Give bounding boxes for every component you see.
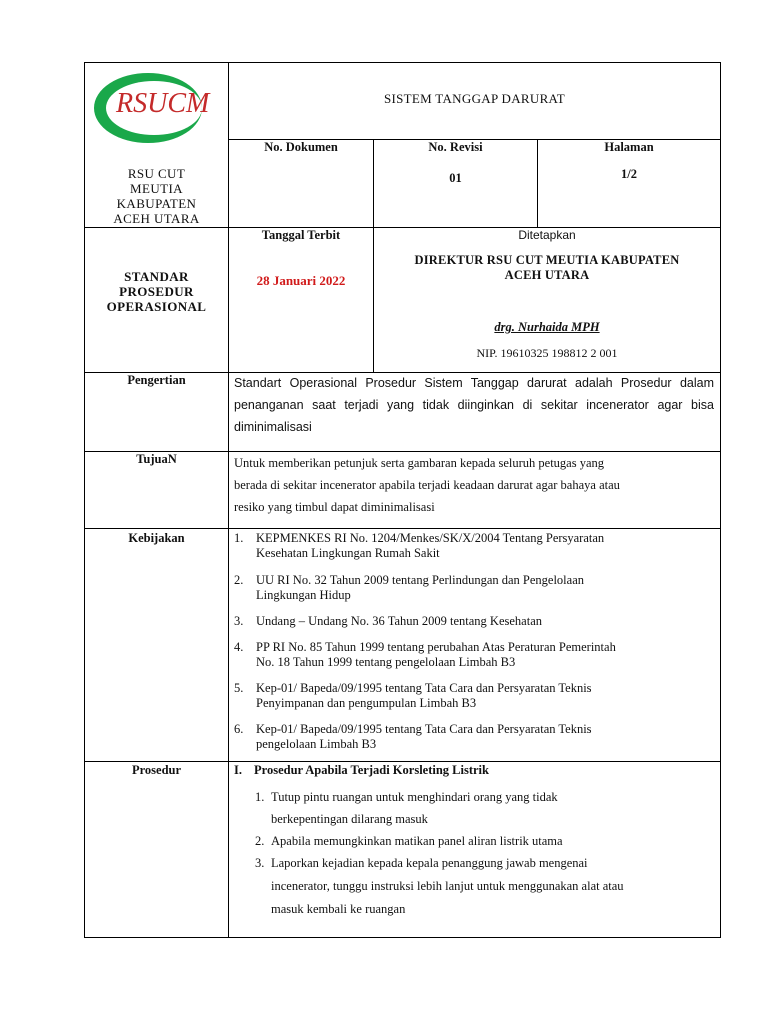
list-number: 3. (234, 614, 244, 628)
row-divider (84, 528, 721, 529)
tanggal-terbit-label: Tanggal Terbit (261, 228, 341, 242)
list-number: 6. (234, 722, 244, 736)
sop-title (85, 269, 228, 314)
pengertian-text (234, 372, 714, 438)
list-line: Apabila memungkinkan matikan panel aliran listrik utama (271, 834, 563, 848)
list-number: 4. (234, 640, 244, 654)
no-dokumen-label: No. Dokumen (264, 140, 338, 154)
row-divider (84, 761, 721, 762)
pengertian-label: Pengertian (127, 373, 186, 387)
no-revisi-value: 01 (449, 171, 462, 185)
list-line: UU RI No. 32 Tahun 2009 tentang Perlindungan dan Pengelolaan (256, 573, 585, 587)
sop-title-line: PROSEDUR (119, 284, 194, 299)
list-line: Kep-01/ Bapeda/09/1995 tentang Tata Cara dan Persyaratan Teknis (256, 722, 592, 736)
list-line: PP RI No. 85 Tahun 1999 tentang perubahan Atas Peraturan Pemerintah (256, 640, 616, 654)
list-line: masuk kembali ke ruangan (271, 902, 406, 916)
signer-name: drg. Nurhaida MPH (494, 320, 600, 334)
kebijakan-label: Kebijakan (128, 531, 185, 545)
tujuan-line: resiko yang timbul dapat diminimalisasi (234, 500, 435, 514)
list-text (256, 573, 584, 603)
list-line: incenerator, tunggu instruksi lebih lanjut untuk menggunakan alat atau (271, 879, 624, 893)
list-text (256, 722, 592, 752)
table-border-right (720, 62, 721, 938)
tujuan-label: TujuaN (136, 452, 177, 466)
tujuan-line: berada di sekitar incenerator apabila terjadi keadaan darurat agar bahaya atau (234, 478, 620, 492)
list-number: 1. (234, 531, 244, 545)
list-number: 1. (255, 790, 265, 804)
list-text (256, 640, 616, 670)
hospital-name-line: ACEH UTARA (113, 211, 200, 226)
table-border-top (84, 62, 721, 63)
list-text (256, 531, 604, 561)
halaman-value: 1/2 (621, 167, 637, 181)
column-divider (228, 62, 229, 938)
list-line: pengelolaan Limbah B3 (256, 737, 377, 751)
hospital-name-line: KABUPATEN (116, 196, 197, 211)
list-text (271, 852, 713, 921)
sop-title-line: STANDAR (124, 269, 189, 284)
list-line: No. 18 Tahun 1999 tentang pengelolaan Limbah B3 (256, 655, 516, 669)
list-number: 5. (234, 681, 244, 695)
list-line: Tutup pintu ruangan untuk menghindari orang yang tidak (271, 790, 558, 804)
pengertian-line: penanganan saat terjadi yang tidak diinginkan di sekitar incenerator agar bisa (234, 398, 714, 412)
list-line: Undang – Undang No. 36 Tahun 2009 tentang Kesehatan (256, 614, 542, 628)
hospital-name (85, 166, 228, 226)
document-title: SISTEM TANGGAP DARURAT (383, 91, 566, 106)
list-number: 2. (234, 573, 244, 587)
direktur-line: ACEH UTARA (504, 268, 590, 282)
list-text (256, 614, 542, 629)
list-line: berkepentingan dilarang masuk (271, 812, 428, 826)
hospital-name-line: RSU CUT (127, 166, 186, 181)
list-text (256, 681, 592, 711)
halaman-label: Halaman (604, 140, 654, 154)
tanggal-terbit-value: 28 Januari 2022 (256, 273, 346, 288)
list-line: Laporkan kejadian kepada kepala penanggung jawab mengenai (271, 856, 588, 870)
sop-title-line: OPERASIONAL (106, 299, 207, 314)
no-revisi-label: No. Revisi (428, 140, 483, 154)
direktur-line: DIREKTUR RSU CUT MEUTIA KABUPATEN (414, 253, 680, 267)
section-number: I. (234, 763, 242, 777)
hospital-logo (88, 68, 223, 148)
tujuan-line: Untuk memberikan petunjuk serta gambaran kepada seluruh petugas yang (234, 456, 605, 470)
list-text (271, 786, 713, 830)
list-line: Lingkungan Hidup (256, 588, 351, 602)
pengertian-line: Standart Operasional Prosedur Sistem Tanggap darurat adalah Prosedur dalam (234, 376, 714, 390)
list-number: 2. (255, 834, 265, 848)
list-line: KEPMENKES RI No. 1204/Menkes/SK/X/2004 Tentang Persyaratan (256, 531, 605, 545)
list-line: Penyimpanan dan pengumpulan Limbah B3 (256, 696, 477, 710)
prosedur-label: Prosedur (131, 763, 182, 777)
list-line: Kep-01/ Bapeda/09/1995 tentang Tata Cara dan Persyaratan Teknis (256, 681, 592, 695)
logo-text: RSUCM (116, 88, 210, 119)
list-number: 3. (255, 856, 265, 870)
tujuan-text (234, 452, 714, 518)
hospital-name-line: MEUTIA (130, 181, 183, 196)
direktur-title (374, 253, 720, 283)
list-line: Kesehatan Lingkungan Rumah Sakit (256, 546, 440, 560)
list-text (271, 830, 713, 852)
section-title: Prosedur Apabila Terjadi Korsleting Listrik (254, 763, 489, 777)
pengertian-line: diminimalisasi (234, 420, 312, 434)
signer-nip: NIP. 19610325 198812 2 001 (476, 346, 618, 360)
ditetapkan-label: Ditetapkan (518, 228, 576, 242)
table-border-bottom (84, 937, 721, 938)
